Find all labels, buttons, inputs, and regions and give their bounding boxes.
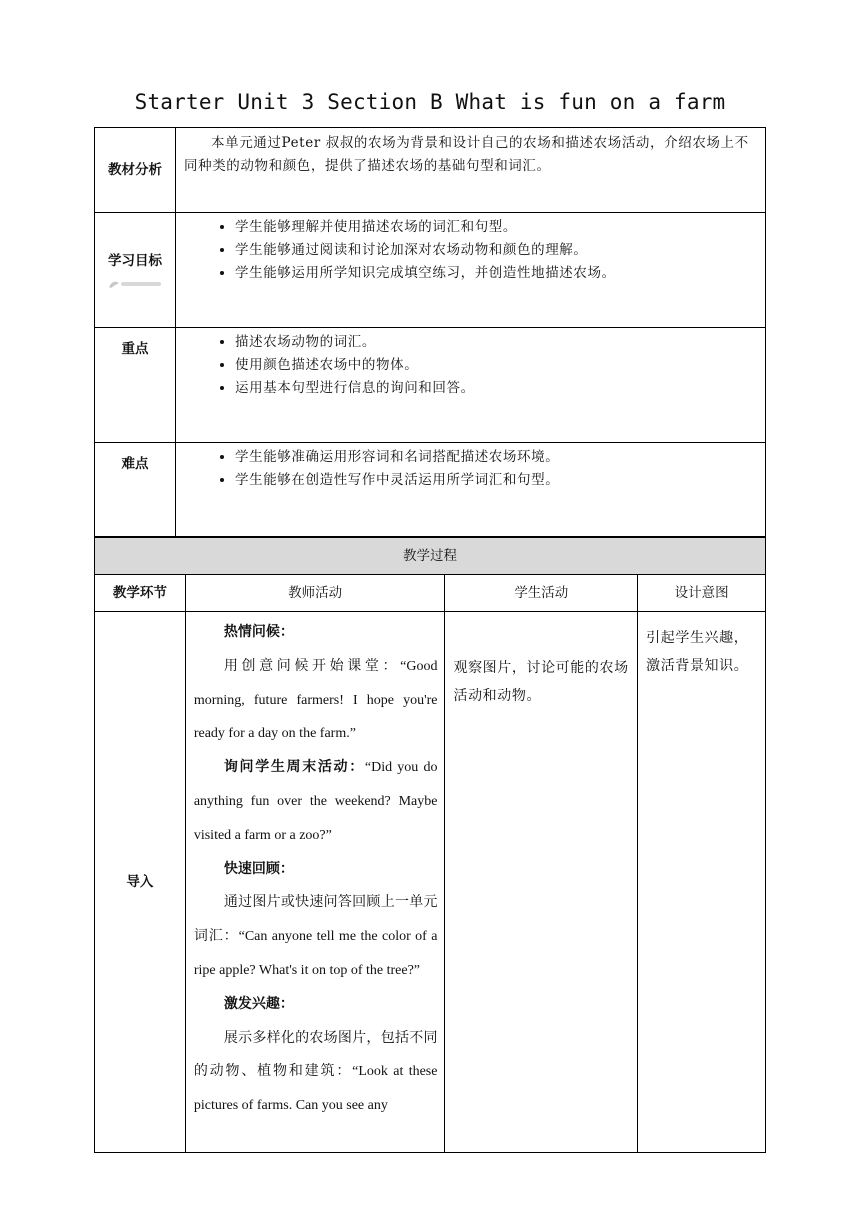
teacher-step-combined [194, 751, 438, 852]
objective-item: • 学生能够通过阅读和讨论加深对农场动物和颜色的理解。 [235, 239, 764, 262]
key-points-heading: 重点 [95, 328, 176, 443]
design-intent-cell: 引起学生兴趣，激活背景知识。 [638, 612, 766, 1153]
difficulty-item: • 学生能够准确运用形容词和名词搭配描述农场环境。 [235, 446, 764, 469]
stage-name: 导入 [95, 612, 186, 1153]
objectives-heading-cell [95, 213, 176, 328]
column-header-stage: 教学环节 [95, 575, 186, 612]
difficulty-item: • 学生能够在创造性写作中灵活运用所学词汇和句型。 [235, 469, 764, 492]
difficulties-heading: 难点 [95, 443, 176, 537]
objectives-row [95, 213, 766, 328]
teacher-step-text: 用创意问候开始课堂：“Good morning, future farmers! I hope you're ready for a day on the farm.” [193, 658, 438, 742]
teacher-step-text: 通过图片或快速问答回顾上一单元词汇：“Can anyone tell me the color of a ripe apple? What's it on top of the tree?” [193, 895, 438, 978]
teacher-step-text: “Did you do anything fun over the weekend? Maybe visited a farm or a zoo?” [193, 760, 438, 843]
lesson-overview-table [94, 127, 766, 537]
teacher-step-heading: 快速回顾： [223, 861, 294, 877]
teacher-activity-cell [185, 612, 445, 1153]
teacher-step-text: 展示多样化的农场图片，包括不同的动物、植物和建筑：“Look at these pictures of farms. Can you see any [193, 1030, 438, 1114]
analysis-heading: 教材分析 [95, 128, 176, 213]
column-header-teacher: 教师活动 [185, 575, 445, 612]
analysis-text: 本单元通过Peter 叔叔的农场为背景和设计自己的农场和描述农场活动，介绍农场上不同种类的动物和颜色，提供了描述农场的基础句型和词汇。 [176, 128, 766, 213]
key-points-row [95, 328, 766, 443]
teacher-step-heading: 热情问候： [223, 625, 294, 640]
teaching-process-table [94, 537, 766, 1153]
objective-item: • 学生能够运用所学知识完成填空练习，并创造性地描述农场。 [235, 262, 764, 285]
difficulties-cell [176, 443, 766, 537]
objective-item: • 学生能够理解并使用描述农场的词汇和句型。 [235, 216, 764, 239]
key-points-cell [176, 328, 766, 443]
page-title: Starter Unit 3 Section B What is fun on a farm [134, 90, 726, 114]
analysis-row [95, 128, 766, 213]
difficulties-row [95, 443, 766, 537]
key-point-item: • 使用颜色描述农场中的物体。 [235, 354, 764, 377]
teacher-step-heading: 激发兴趣： [223, 996, 294, 1012]
objectives-heading: 学习目标 [108, 252, 162, 269]
intro-stage-row [95, 612, 766, 1153]
watermark-logo [107, 278, 163, 290]
column-header-intent: 设计意图 [638, 575, 766, 612]
column-header-student: 学生活动 [445, 575, 638, 612]
objectives-list [177, 216, 764, 285]
difficulties-list [177, 446, 764, 492]
student-activity-cell: 观察图片，讨论可能的农场活动和动物。 [445, 612, 638, 1153]
key-points-list [177, 331, 764, 400]
key-point-item: • 运用基本句型进行信息的询问和回答。 [235, 377, 764, 400]
key-point-item: • 描述农场动物的词汇。 [235, 331, 764, 354]
process-band-header: 教学过程 [95, 538, 766, 575]
teacher-step-heading: 询问学生周末活动： [223, 760, 365, 776]
objectives-cell [176, 213, 766, 328]
